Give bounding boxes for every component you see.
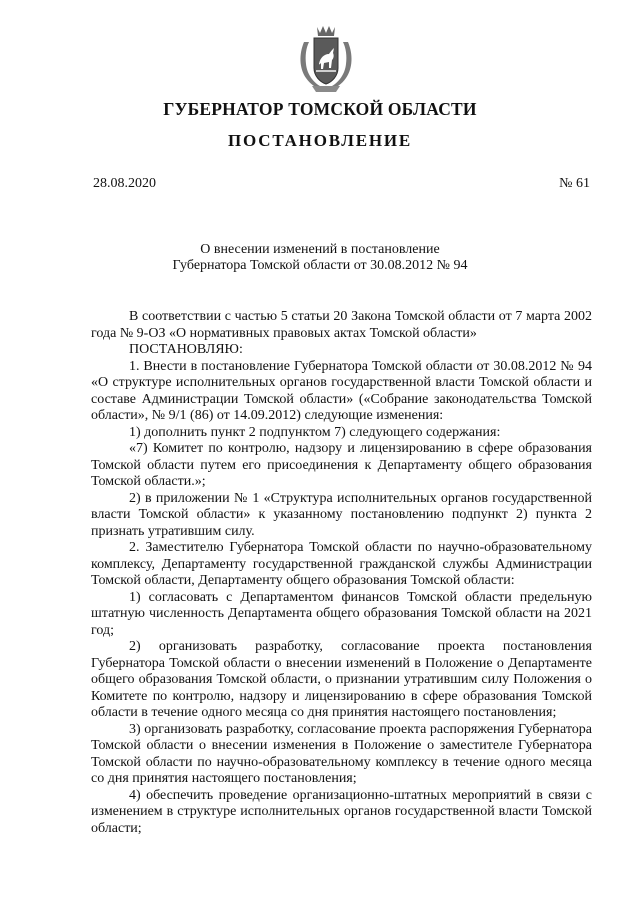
paragraph-item-1-2: 2) в приложении № 1 «Структура исполнительных органов государственной власти Томской области» к указанному постановлению подпункт 2) пункта 2 признать утратившим силу. (91, 490, 592, 539)
paragraph-decree-word: ПОСТАНОВЛЯЮ: (129, 342, 243, 357)
paragraph-item-1-1-quote: «7) Комитет по контролю, надзору и лицензированию в сфере образования Томской области путем его присоединения к Департаменту общего образования Томской области.»; (91, 441, 592, 489)
paragraph-item-2-4: 4) обеспечить проведение организационно-штатных мероприятий в связи с изменением в структуре исполнительных органов государственной власти Томской области; (91, 787, 592, 836)
tomsk-coat-of-arms-icon (296, 24, 356, 94)
coat-of-arms-emblem (296, 24, 356, 94)
document-number: № 61 (559, 176, 590, 191)
paragraph-item-2-2: 2) организовать разработку, согласование проекта постановления Губернатора Томской области о внесении изменений в Положение о Департаменте общего образования Томской области, о признании утратившим силу Положения о Комитете по контролю, надзору и лицензированию в сфере образования Томской области в течение одного месяца со дня принятия настоящего постановления; (91, 639, 592, 720)
paragraph-preamble: В соответствии с частью 5 статьи 20 Закона Томской области от 7 марта 2002 года № 9-ОЗ «О нормативных правовых актах Томской области» (91, 309, 592, 341)
document-subject (0, 242, 640, 274)
subject-line-1: О внесении изменений в постановление (200, 242, 440, 257)
document-type: ПОСТАНОВЛЕНИЕ (227, 131, 413, 150)
paragraph-item-2-1: 1) согласовать с Департаментом финансов Томской области предельную штатную численность Департамента общего образования Томской области на 2021 год; (91, 589, 592, 638)
subject-line-2: Губернатора Томской области от 30.08.2012 № 94 (172, 258, 468, 273)
paragraph-item-2-3: 3) организовать разработку, согласование проекта распоряжения Губернатора Томской области о внесении изменения в Положение о заместителе Губернатора Томской области по научно-образовательному комплексу в течение одного месяца со дня принятия настоящего постановления; (91, 721, 592, 786)
paragraph-item-1-1: 1) дополнить пункт 2 подпунктом 7) следующего содержания: (129, 424, 501, 440)
document-date: 28.08.2020 (93, 176, 156, 191)
paragraph-item-2: 2. Заместителю Губернатора Томской области по научно-образовательному комплексу, Департаменту государственной гражданской службы Администрации Томской области, Департаменту общего образования Томской области: (91, 540, 592, 588)
document-body (91, 309, 592, 837)
governor-title: ГУБЕРНАТОР ТОМСКОЙ ОБЛАСТИ (163, 99, 477, 119)
paragraph-item-1: 1. Внести в постановление Губернатора Томской области от 30.08.2012 № 94 «О структуре исполнительных органов государственной власти Томской области и составе Администрации Томской области» («Собрание законодательства Томской области», № 9/1 (86) от 14.09.2012) следующие изменения: (91, 358, 592, 423)
